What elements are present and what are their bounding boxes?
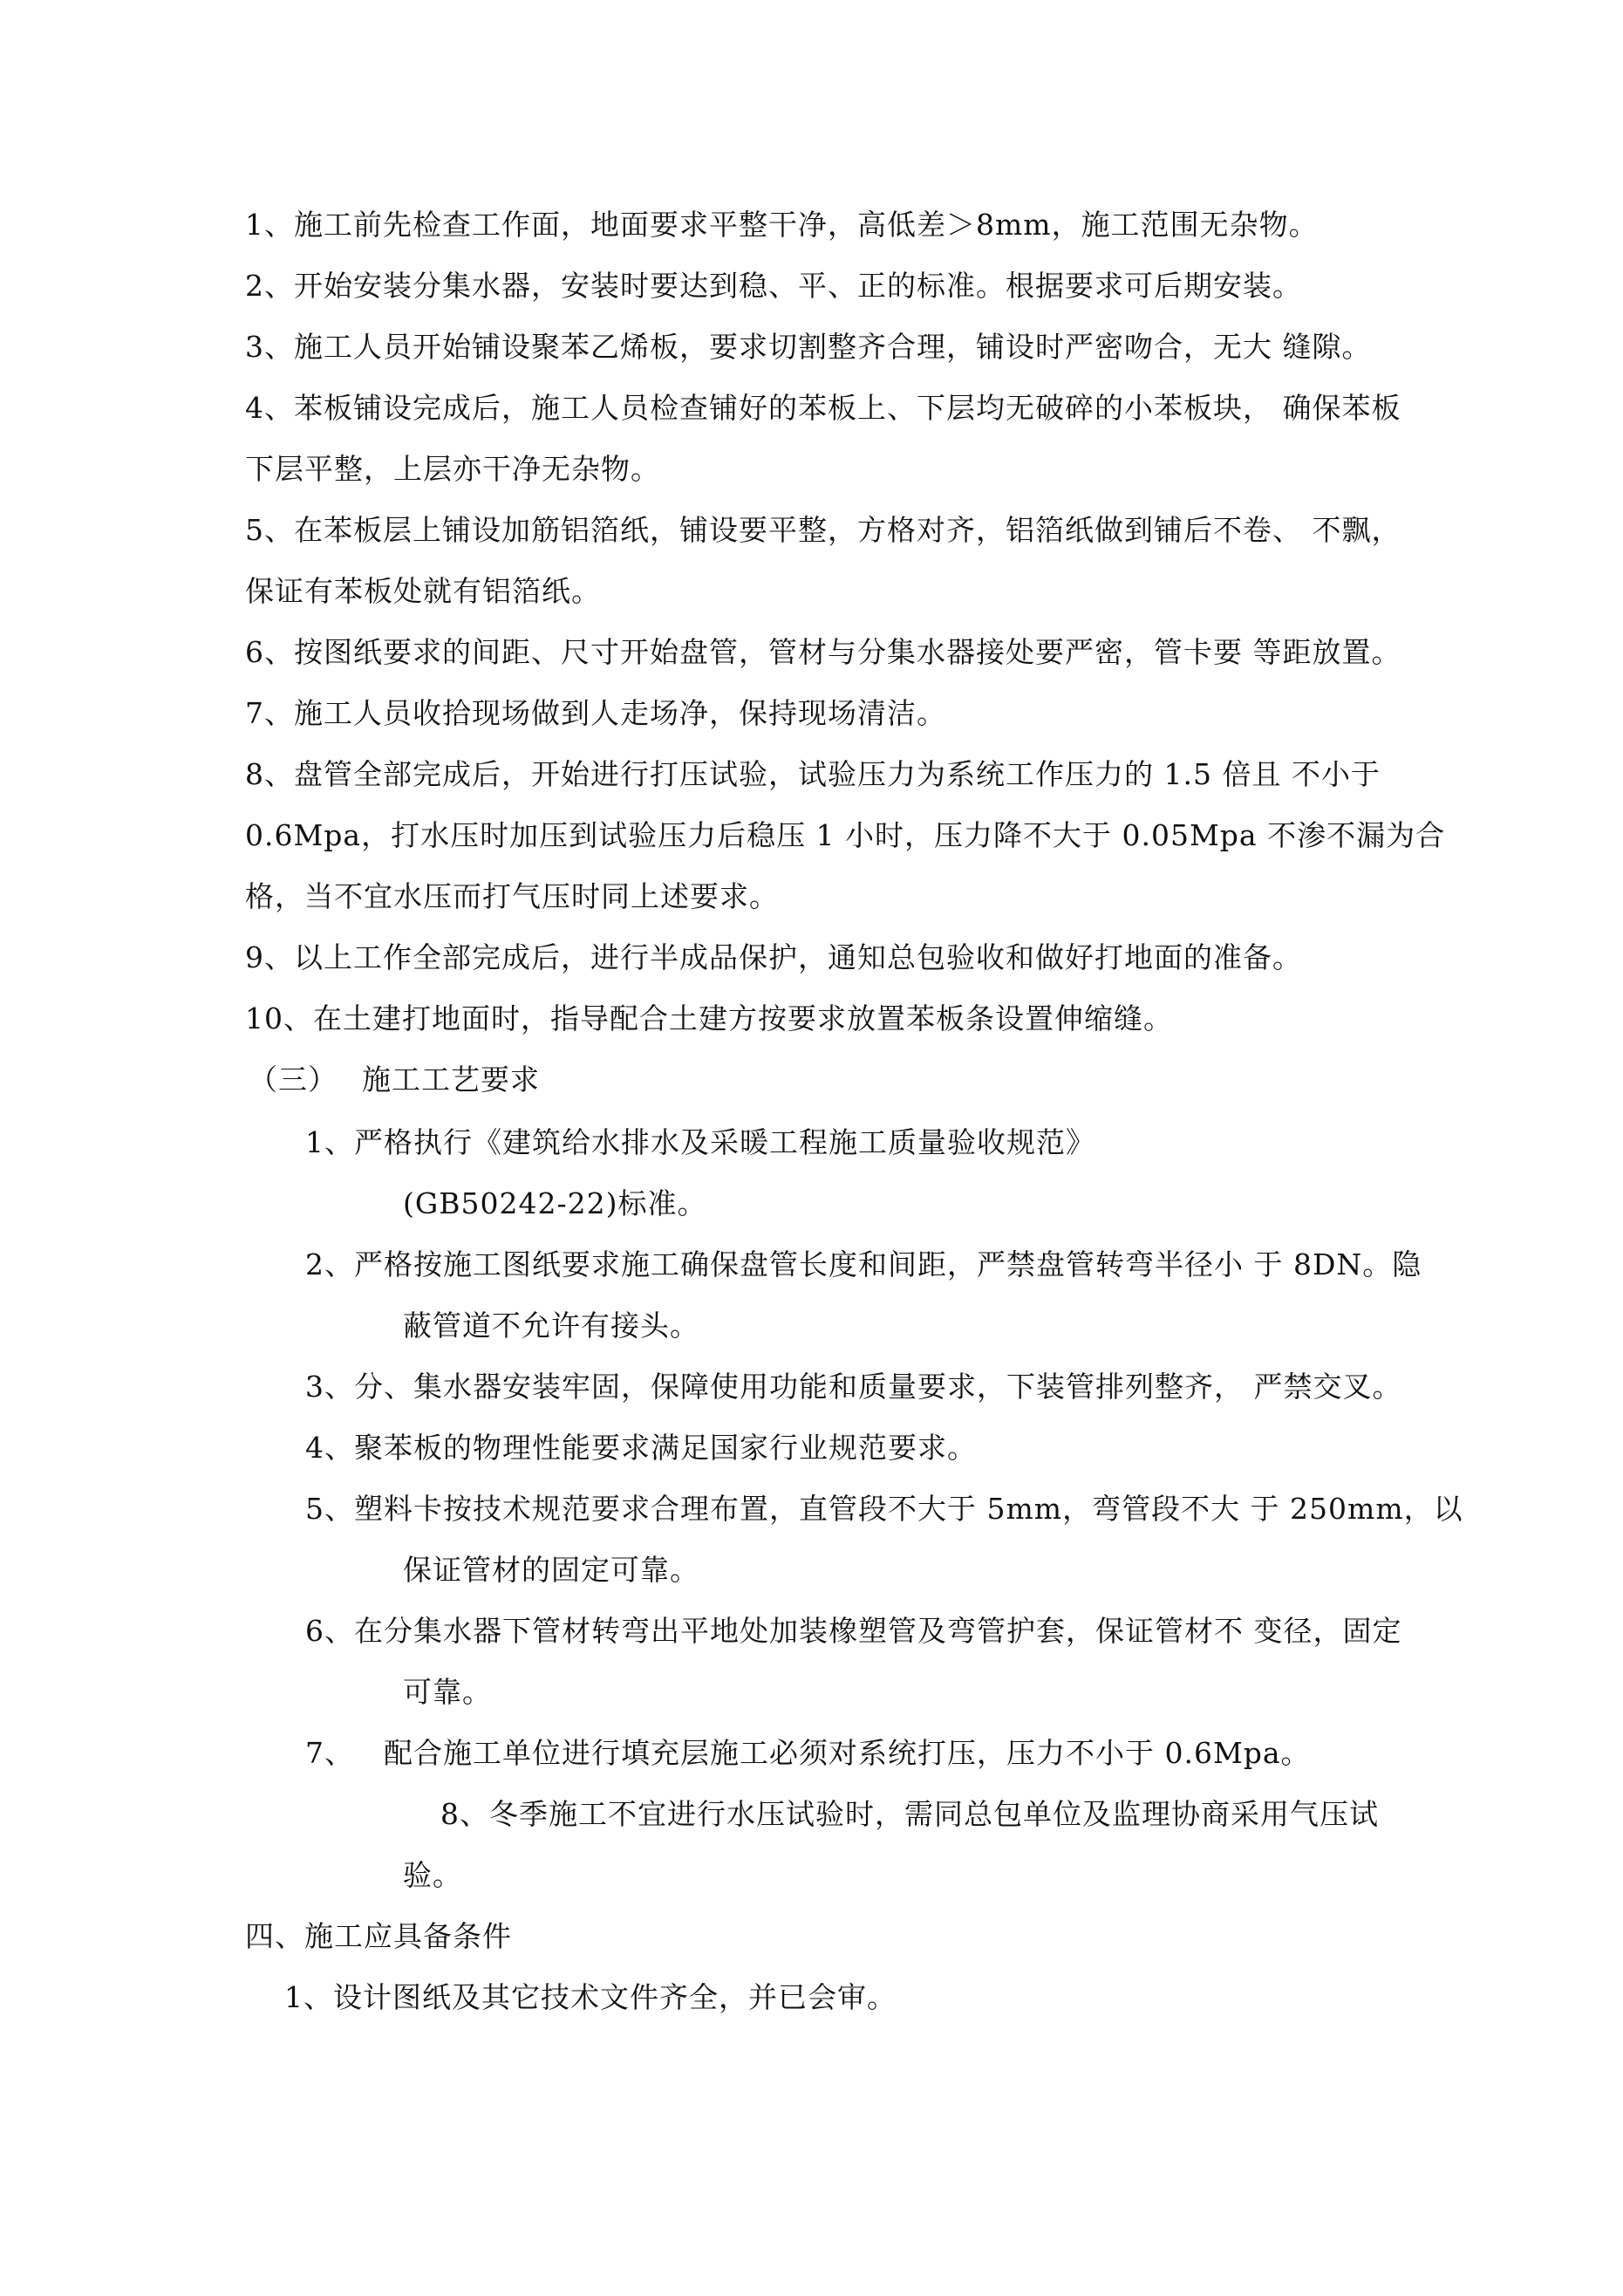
requirement-item-1-cont: (GB50242-22)标准。 bbox=[403, 1186, 707, 1220]
paragraph-line-9: 9、以上工作全部完成后，进行半成品保护，通知总包验收和做好打地面的准备。 bbox=[245, 940, 1302, 974]
paragraph-line-4: 4、苯板铺设完成后，施工人员检查铺好的苯板上、下层均无破碎的小苯板块， 确保苯板 bbox=[245, 391, 1401, 425]
paragraph-line-8-cont-a: 0.6Mpa，打水压时加压到试验压力后稳压 1 小时，压力降不大于 0.05Mpa 不渗不漏为合 bbox=[245, 818, 1446, 852]
paragraph-line-5-cont: 保证有苯板处就有铝箔纸。 bbox=[245, 574, 601, 608]
paragraph-line-6: 6、按图纸要求的间距、尺寸开始盘管，管材与分集水器接处要严密，管卡要 等距放置。 bbox=[245, 635, 1401, 669]
section-number: （三） bbox=[249, 1063, 338, 1097]
section-title: 施工工艺要求 bbox=[362, 1063, 540, 1097]
item-number: 7、 bbox=[305, 1736, 354, 1770]
requirement-item-4: 4、聚苯板的物理性能要求满足国家行业规范要求。 bbox=[305, 1431, 977, 1465]
paragraph-line-7: 7、施工人员收拾现场做到人走场净，保持现场清洁。 bbox=[245, 696, 946, 730]
requirement-item-3: 3、分、集水器安装牢固，保障使用功能和质量要求，下装管排列整齐， 严禁交叉。 bbox=[305, 1370, 1402, 1404]
requirement-item-5: 5、塑料卡按技术规范要求合理布置，直管段不大于 5mm，弯管段不大 于 250mm，以 bbox=[305, 1492, 1463, 1526]
section-heading-3 bbox=[249, 1063, 540, 1097]
requirement-item-2: 2、严格按施工图纸要求施工确保盘管长度和间距，严禁盘管转弯半径小 于 8DN。隐 bbox=[305, 1247, 1422, 1281]
requirement-item-8: 8、冬季施工不宜进行水压试验时，需同总包单位及监理协商采用气压试 bbox=[440, 1797, 1379, 1831]
requirement-item-5-cont: 保证管材的固定可靠。 bbox=[403, 1553, 699, 1587]
paragraph-line-4-cont: 下层平整，上层亦干净无杂物。 bbox=[245, 452, 660, 486]
requirement-item-2-cont: 蔽管道不允许有接头。 bbox=[403, 1309, 699, 1343]
paragraph-line-2: 2、开始安装分集水器，安装时要达到稳、平、正的标准。根据要求可后期安装。 bbox=[245, 269, 1302, 303]
requirement-item-6: 6、在分集水器下管材转弯出平地处加装橡塑管及弯管护套，保证管材不 变径，固定 bbox=[305, 1614, 1402, 1648]
item-text: 配合施工单位进行填充层施工必须对系统打压，压力不小于 0.6Mpa。 bbox=[384, 1736, 1311, 1770]
paragraph-line-10: 10、在土建打地面时，指导配合土建方按要求放置苯板条设置伸缩缝。 bbox=[245, 1001, 1173, 1035]
paragraph-line-5: 5、在苯板层上铺设加筋铝箔纸，铺设要平整，方格对齐，铝箔纸做到铺后不卷、 不飘， bbox=[245, 513, 1401, 547]
section-heading-4: 四、施工应具备条件 bbox=[245, 1919, 512, 1953]
requirement-item-6-cont: 可靠。 bbox=[403, 1675, 492, 1709]
paragraph-line-3: 3、施工人员开始铺设聚苯乙烯板，要求切割整齐合理，铺设时严密吻合，无大 缝隙。 bbox=[245, 330, 1372, 364]
paragraph-line-8: 8、盘管全部完成后，开始进行打压试验，试验压力为系统工作压力的 1.5 倍且 不小于 bbox=[245, 757, 1381, 791]
condition-item-1: 1、设计图纸及其它技术文件齐全，并已会审。 bbox=[284, 1980, 897, 2014]
paragraph-line-1: 1、施工前先检查工作面，地面要求平整干净，高低差＞8mm，施工范围无杂物。 bbox=[245, 208, 1319, 242]
paragraph-line-8-cont-b: 格，当不宜水压而打气压时同上述要求。 bbox=[245, 879, 779, 913]
requirement-item-7 bbox=[305, 1736, 1311, 1771]
requirement-item-1: 1、严格执行《建筑给水排水及采暖工程施工质量验收规范》 bbox=[305, 1125, 1095, 1159]
requirement-item-8-cont: 验。 bbox=[403, 1858, 462, 1892]
